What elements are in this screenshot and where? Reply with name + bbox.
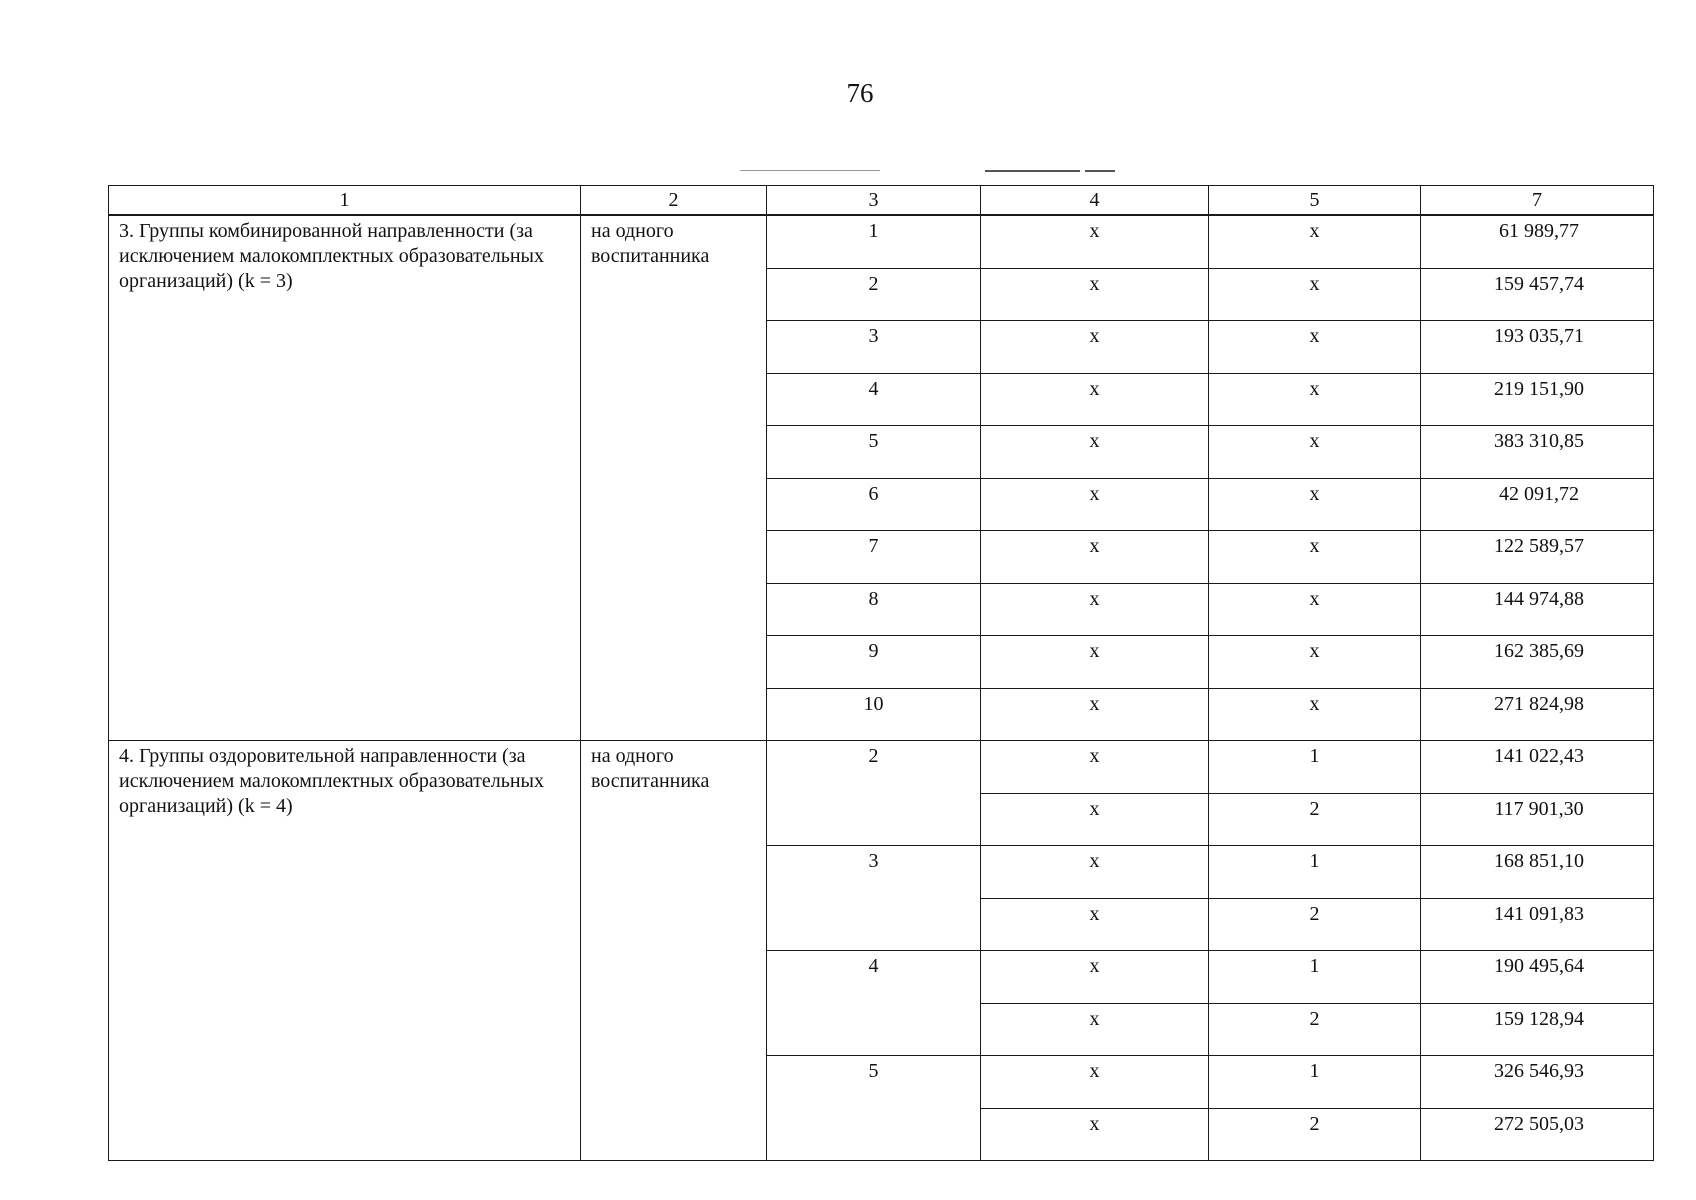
cell-col-7: 190 495,64 (1421, 951, 1654, 1004)
cell-col-5: x (1209, 426, 1421, 479)
cell-col-7: 141 022,43 (1421, 741, 1654, 794)
cell-col-3: 5 (767, 1056, 981, 1161)
cell-col-5: x (1209, 636, 1421, 689)
cell-col-7: 42 091,72 (1421, 478, 1654, 531)
cell-col-7: 326 546,93 (1421, 1056, 1654, 1109)
section-3-unit: на одного воспитанника (581, 215, 767, 741)
cell-col-4: x (981, 426, 1209, 479)
page-number: 76 (846, 78, 874, 108)
header-col-2: 2 (581, 186, 767, 216)
cell-col-3: 3 (767, 321, 981, 374)
cell-col-4: x (981, 478, 1209, 531)
cell-col-5: 1 (1209, 846, 1421, 899)
cell-col-5: 2 (1209, 1003, 1421, 1056)
cell-col-7: 271 824,98 (1421, 688, 1654, 741)
cell-col-4: x (981, 215, 1209, 268)
cell-col-5: 2 (1209, 793, 1421, 846)
cell-col-7: 144 974,88 (1421, 583, 1654, 636)
cell-col-4: x (981, 1108, 1209, 1161)
cell-col-3: 2 (767, 268, 981, 321)
cell-col-7: 162 385,69 (1421, 636, 1654, 689)
cell-col-7: 272 505,03 (1421, 1108, 1654, 1161)
cell-col-3: 4 (767, 373, 981, 426)
cell-col-4: x (981, 268, 1209, 321)
cell-col-4: x (981, 898, 1209, 951)
column-number-header-row (109, 186, 1654, 216)
cell-col-7: 159 128,94 (1421, 1003, 1654, 1056)
cell-col-7: 117 901,30 (1421, 793, 1654, 846)
cell-col-3: 3 (767, 846, 981, 951)
cell-col-3: 1 (767, 215, 981, 268)
header-col-1: 1 (109, 186, 581, 216)
header-col-5: 5 (1209, 186, 1421, 216)
header-col-7: 7 (1421, 186, 1654, 216)
table-row (109, 741, 1654, 794)
cell-col-5: x (1209, 268, 1421, 321)
cell-col-4: x (981, 688, 1209, 741)
cell-col-7: 159 457,74 (1421, 268, 1654, 321)
cell-col-4: x (981, 636, 1209, 689)
cell-col-7: 141 091,83 (1421, 898, 1654, 951)
cell-col-5: x (1209, 531, 1421, 584)
cell-col-7: 61 989,77 (1421, 215, 1654, 268)
header-col-3: 3 (767, 186, 981, 216)
cell-col-4: x (981, 741, 1209, 794)
header-col-4: 4 (981, 186, 1209, 216)
cell-col-4: x (981, 1003, 1209, 1056)
cell-col-4: x (981, 1056, 1209, 1109)
cell-col-4: x (981, 846, 1209, 899)
cell-col-4: x (981, 373, 1209, 426)
cell-col-5: 2 (1209, 1108, 1421, 1161)
cell-col-5: x (1209, 321, 1421, 374)
cell-col-7: 168 851,10 (1421, 846, 1654, 899)
cell-col-3: 2 (767, 741, 981, 846)
section-3-title: 3. Группы комбинированной направленности (за исключением малокомплектных образовательных организаций) (k = 3) (109, 215, 581, 741)
cell-col-3: 5 (767, 426, 981, 479)
table-row (109, 215, 1654, 268)
cell-col-5: x (1209, 215, 1421, 268)
cell-col-3: 7 (767, 531, 981, 584)
cell-col-4: x (981, 951, 1209, 1004)
cell-col-4: x (981, 531, 1209, 584)
cell-col-4: x (981, 583, 1209, 636)
section-4-title: 4. Группы оздоровительной направленности (за исключением малокомплектных образовательных организаций) (k = 4) (109, 741, 581, 1161)
cell-col-5: 2 (1209, 898, 1421, 951)
cell-col-7: 219 151,90 (1421, 373, 1654, 426)
cell-col-5: x (1209, 688, 1421, 741)
cell-col-5: 1 (1209, 951, 1421, 1004)
scan-artifact-line (0, 170, 1696, 174)
cell-col-4: x (981, 321, 1209, 374)
cell-col-3: 10 (767, 688, 981, 741)
cell-col-5: 1 (1209, 1056, 1421, 1109)
section-4-unit: на одного воспитанника (581, 741, 767, 1161)
cell-col-3: 9 (767, 636, 981, 689)
cell-col-5: x (1209, 583, 1421, 636)
cell-col-7: 122 589,57 (1421, 531, 1654, 584)
cell-col-3: 4 (767, 951, 981, 1056)
tariff-table (108, 185, 1654, 1161)
cell-col-3: 6 (767, 478, 981, 531)
cell-col-5: x (1209, 478, 1421, 531)
cell-col-4: x (981, 793, 1209, 846)
cell-col-5: x (1209, 373, 1421, 426)
cell-col-7: 383 310,85 (1421, 426, 1654, 479)
cell-col-5: 1 (1209, 741, 1421, 794)
cell-col-7: 193 035,71 (1421, 321, 1654, 374)
cell-col-3: 8 (767, 583, 981, 636)
